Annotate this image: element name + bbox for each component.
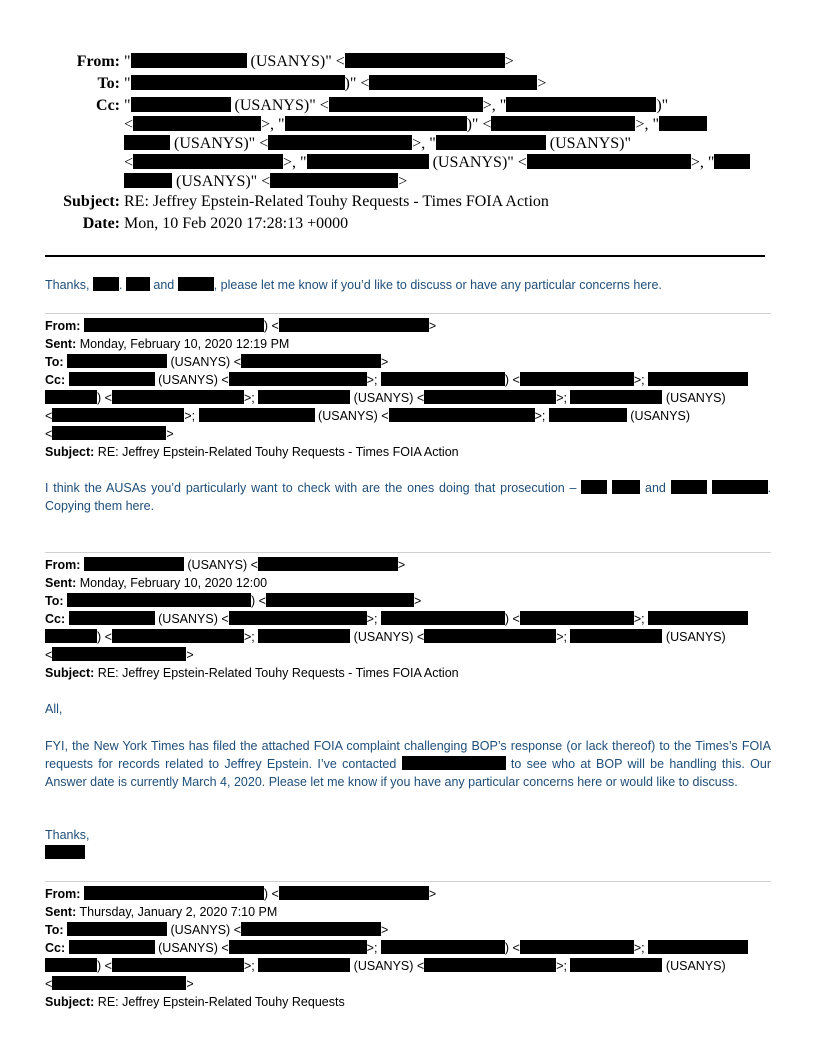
redaction xyxy=(491,116,635,131)
redaction xyxy=(712,480,768,494)
header-date-row xyxy=(0,214,816,234)
redaction xyxy=(45,629,97,643)
redaction xyxy=(178,277,214,291)
redaction xyxy=(389,408,535,422)
redaction xyxy=(45,845,85,859)
redaction xyxy=(329,97,483,112)
redaction xyxy=(402,756,506,770)
redaction xyxy=(648,940,748,954)
redaction xyxy=(369,75,537,90)
redaction xyxy=(124,173,172,188)
subject-label: Subject: xyxy=(63,193,120,210)
redaction xyxy=(570,958,662,972)
redaction xyxy=(381,372,505,386)
message-separator xyxy=(45,313,771,314)
redaction xyxy=(279,886,429,900)
redaction xyxy=(659,116,707,131)
redaction xyxy=(67,354,167,368)
redaction xyxy=(520,372,634,386)
redaction xyxy=(285,116,467,131)
redaction xyxy=(648,372,748,386)
redaction xyxy=(241,354,381,368)
date-text: Mon, 10 Feb 2020 17:28:13 +0000 xyxy=(124,215,349,232)
redaction xyxy=(67,593,251,607)
redaction xyxy=(436,135,546,150)
header-from-row: From: " (USANYS)" < > xyxy=(0,52,816,72)
redaction xyxy=(612,480,640,494)
redaction xyxy=(570,629,662,643)
redaction xyxy=(229,940,367,954)
message-separator xyxy=(45,552,771,553)
redaction xyxy=(270,173,398,188)
redaction xyxy=(112,629,244,643)
redaction xyxy=(52,408,184,422)
redaction xyxy=(112,390,244,404)
redaction xyxy=(648,611,748,625)
redaction xyxy=(112,958,244,972)
header-cc-row: Cc: " (USANYS)" < >, " )" xyxy=(0,96,816,116)
redaction xyxy=(52,976,186,990)
greeting: All, xyxy=(45,702,63,716)
redaction xyxy=(45,390,97,404)
redaction xyxy=(345,53,505,68)
redaction xyxy=(45,958,97,972)
redaction xyxy=(133,116,261,131)
redaction xyxy=(84,886,264,900)
redaction xyxy=(131,53,247,68)
closing: Thanks, xyxy=(45,828,90,842)
redaction xyxy=(671,480,707,494)
redaction xyxy=(229,611,367,625)
cc-label: Cc: xyxy=(96,97,120,114)
redaction xyxy=(258,629,350,643)
date-label: Date: xyxy=(82,215,120,232)
redaction xyxy=(549,408,627,422)
redaction xyxy=(84,318,264,332)
redaction xyxy=(133,154,283,169)
redaction xyxy=(527,154,691,169)
redaction xyxy=(52,647,186,661)
message-body: I think the AUSAs you’d particularly want to check with are the ones doing that prosecution – and . Copying them here. xyxy=(45,481,771,513)
header-subject-row xyxy=(0,192,816,212)
redaction xyxy=(307,154,429,169)
redaction xyxy=(131,75,345,90)
redaction xyxy=(424,390,556,404)
redaction xyxy=(69,372,155,386)
redaction xyxy=(52,426,166,440)
redaction xyxy=(124,135,170,150)
redaction xyxy=(570,390,662,404)
redaction xyxy=(131,97,231,112)
redaction xyxy=(424,629,556,643)
redaction xyxy=(581,480,607,494)
header-to-row: To: " )" < > xyxy=(0,74,816,94)
from-label: From: xyxy=(76,53,120,70)
to-label: To: xyxy=(97,75,120,92)
redaction xyxy=(199,408,315,422)
redaction xyxy=(381,940,505,954)
redaction xyxy=(506,97,656,112)
redaction xyxy=(69,611,155,625)
redaction xyxy=(241,922,381,936)
redaction xyxy=(424,958,556,972)
redaction xyxy=(258,557,398,571)
message-separator xyxy=(45,881,771,882)
redaction xyxy=(126,277,150,291)
redaction xyxy=(258,958,350,972)
redaction xyxy=(69,940,155,954)
header-divider xyxy=(45,255,765,257)
redaction xyxy=(229,372,367,386)
redaction xyxy=(268,135,412,150)
subject-text: RE: Jeffrey Epstein-Related Touhy Requests - Times FOIA Action xyxy=(124,193,549,210)
redaction xyxy=(84,557,184,571)
redaction xyxy=(67,922,167,936)
redaction xyxy=(381,611,505,625)
redaction xyxy=(258,390,350,404)
redaction xyxy=(266,593,414,607)
redaction xyxy=(279,318,429,332)
redaction xyxy=(520,940,634,954)
reply-text: Thanks, . and , please let me know if you’d like to discuss or have any particular concerns here. xyxy=(45,278,662,292)
redaction xyxy=(520,611,634,625)
redaction xyxy=(714,154,750,169)
message-body: FYI, the New York Times has filed the attached FOIA complaint challenging BOP’s response (or lack thereof) to the Times’s FOIA requests for records related to Jeffrey Epstein. I’ve contacted to see who at BOP will be handling this. Our Answer date is currently March 4, 2020. Please let me know if you have any particular concerns here or would like to discuss. xyxy=(45,739,771,789)
redaction xyxy=(93,277,119,291)
